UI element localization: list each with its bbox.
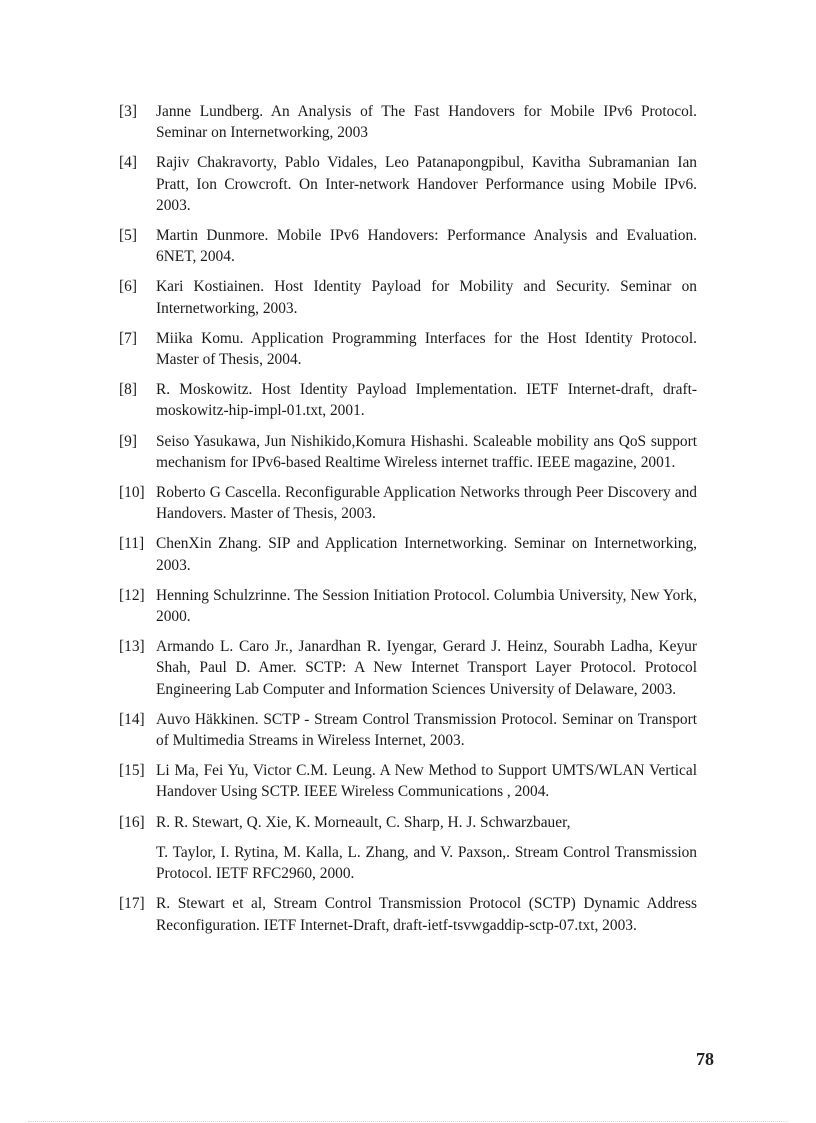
reference-number: [13] [119, 638, 145, 656]
reference-paragraph: Roberto G Cascella. Reconfigurable Application Networks through Peer Discovery and Handovers. Master of Thesis, 2003. [156, 484, 697, 523]
reference-item [119, 101, 697, 143]
reference-number: [14] [119, 710, 145, 728]
reference-paragraph: Armando L. Caro Jr., Janardhan R. Iyengar, Gerard J. Heinz, Sourabh Ladha, Keyur Shah, Paul D. Amer. SCTP: A New Internet Transport Layer Protocol. Protocol Engineering Lab Computer and Information Sciences University of Delaware, 2003. [156, 638, 697, 698]
reference-item [119, 709, 697, 751]
reference-paragraph: Seiso Yasukawa, Jun Nishikido,Komura Hishashi. Scaleable mobility ans QoS support mechanism for IPv6-based Realtime Wireless internet traffic. IEEE magazine, 2001. [156, 432, 697, 471]
reference-text [156, 431, 697, 473]
reference-paragraph: T. Taylor, I. Rytina, M. Kalla, L. Zhang, and V. Paxson,. Stream Control Transmission Protocol. IETF RFC2960, 2000. [156, 843, 697, 883]
reference-text [156, 636, 697, 700]
reference-text [156, 893, 697, 935]
reference-number: [6] [119, 278, 137, 296]
reference-paragraph: Miika Komu. Application Programming Interfaces for the Host Identity Protocol. Master of Thesis, 2004. [156, 329, 697, 369]
footer-divider [28, 1121, 788, 1122]
reference-paragraph: ChenXin Zhang. SIP and Application Internetworking. Seminar on Internetworking, 2003. [156, 535, 697, 574]
reference-paragraph: R. Moskowitz. Host Identity Payload Implementation. IETF Internet-draft, draft-moskowitz-hip-impl-01.txt, 2001. [156, 381, 697, 420]
reference-item [119, 585, 697, 627]
reference-text [156, 276, 697, 318]
reference-text [156, 152, 697, 216]
reference-text [156, 760, 697, 802]
reference-item [119, 328, 697, 370]
reference-text [156, 101, 697, 143]
reference-paragraph: Li Ma, Fei Yu, Victor C.M. Leung. A New Method to Support UMTS/WLAN Vertical Handover Using SCTP. IEEE Wireless Communications , 2004. [156, 762, 697, 801]
reference-number: [11] [119, 535, 145, 553]
reference-number: [5] [119, 227, 137, 245]
reference-text [156, 709, 697, 751]
reference-text [156, 482, 697, 524]
reference-paragraph: Martin Dunmore. Mobile IPv6 Handovers: Performance Analysis and Evaluation. 6NET, 2004. [156, 227, 697, 266]
reference-text [156, 225, 697, 267]
reference-paragraph: R. Stewart et al, Stream Control Transmission Protocol (SCTP) Dynamic Address Reconfiguration. IETF Internet-Draft, draft-ietf-tsvwgaddip-sctp-07.txt, 2003. [156, 895, 697, 934]
reference-item [119, 760, 697, 802]
reference-number: [12] [119, 586, 145, 604]
reference-number: [9] [119, 432, 137, 450]
reference-text [156, 585, 697, 627]
reference-paragraph: R. R. Stewart, Q. Xie, K. Morneault, C. Sharp, H. J. Schwarzbauer, [156, 813, 571, 831]
reference-item [119, 379, 697, 421]
reference-paragraph: Kari Kostiainen. Host Identity Payload for Mobility and Security. Seminar on Internetworking, 2003. [156, 278, 697, 317]
reference-list [119, 101, 697, 945]
page-number: 78 [696, 1049, 714, 1069]
reference-number: [17] [119, 895, 145, 913]
reference-item [119, 225, 697, 267]
reference-text [156, 379, 697, 421]
reference-text [156, 533, 697, 575]
reference-text [156, 328, 697, 370]
reference-number: [15] [119, 762, 145, 780]
reference-item [119, 636, 697, 700]
reference-number: [7] [119, 329, 137, 347]
reference-paragraph: Janne Lundberg. An Analysis of The Fast Handovers for Mobile IPv6 Protocol. Seminar on Internetworking, 2003 [156, 103, 697, 142]
reference-number: [8] [119, 381, 137, 399]
reference-item [119, 893, 697, 935]
reference-item [119, 533, 697, 575]
reference-item [119, 152, 697, 216]
reference-number: [10] [119, 484, 145, 502]
reference-item [119, 431, 697, 473]
reference-text [156, 812, 697, 885]
reference-item [119, 482, 697, 524]
reference-number: [4] [119, 154, 137, 172]
reference-paragraph: Auvo Häkkinen. SCTP - Stream Control Transmission Protocol. Seminar on Transport of Multimedia Streams in Wireless Internet, 2003. [156, 710, 697, 750]
reference-number: [16] [119, 813, 145, 831]
reference-paragraph: Rajiv Chakravorty, Pablo Vidales, Leo Patanapongpibul, Kavitha Subramanian Ian Pratt, Ion Crowcroft. On Inter-network Handover Performance using Mobile IPv6. 2003. [156, 154, 697, 214]
reference-number: [3] [119, 103, 137, 120]
reference-item [119, 276, 697, 318]
reference-paragraph: Henning Schulzrinne. The Session Initiation Protocol. Columbia University, New York, 2000. [156, 586, 697, 626]
reference-item [119, 812, 697, 885]
